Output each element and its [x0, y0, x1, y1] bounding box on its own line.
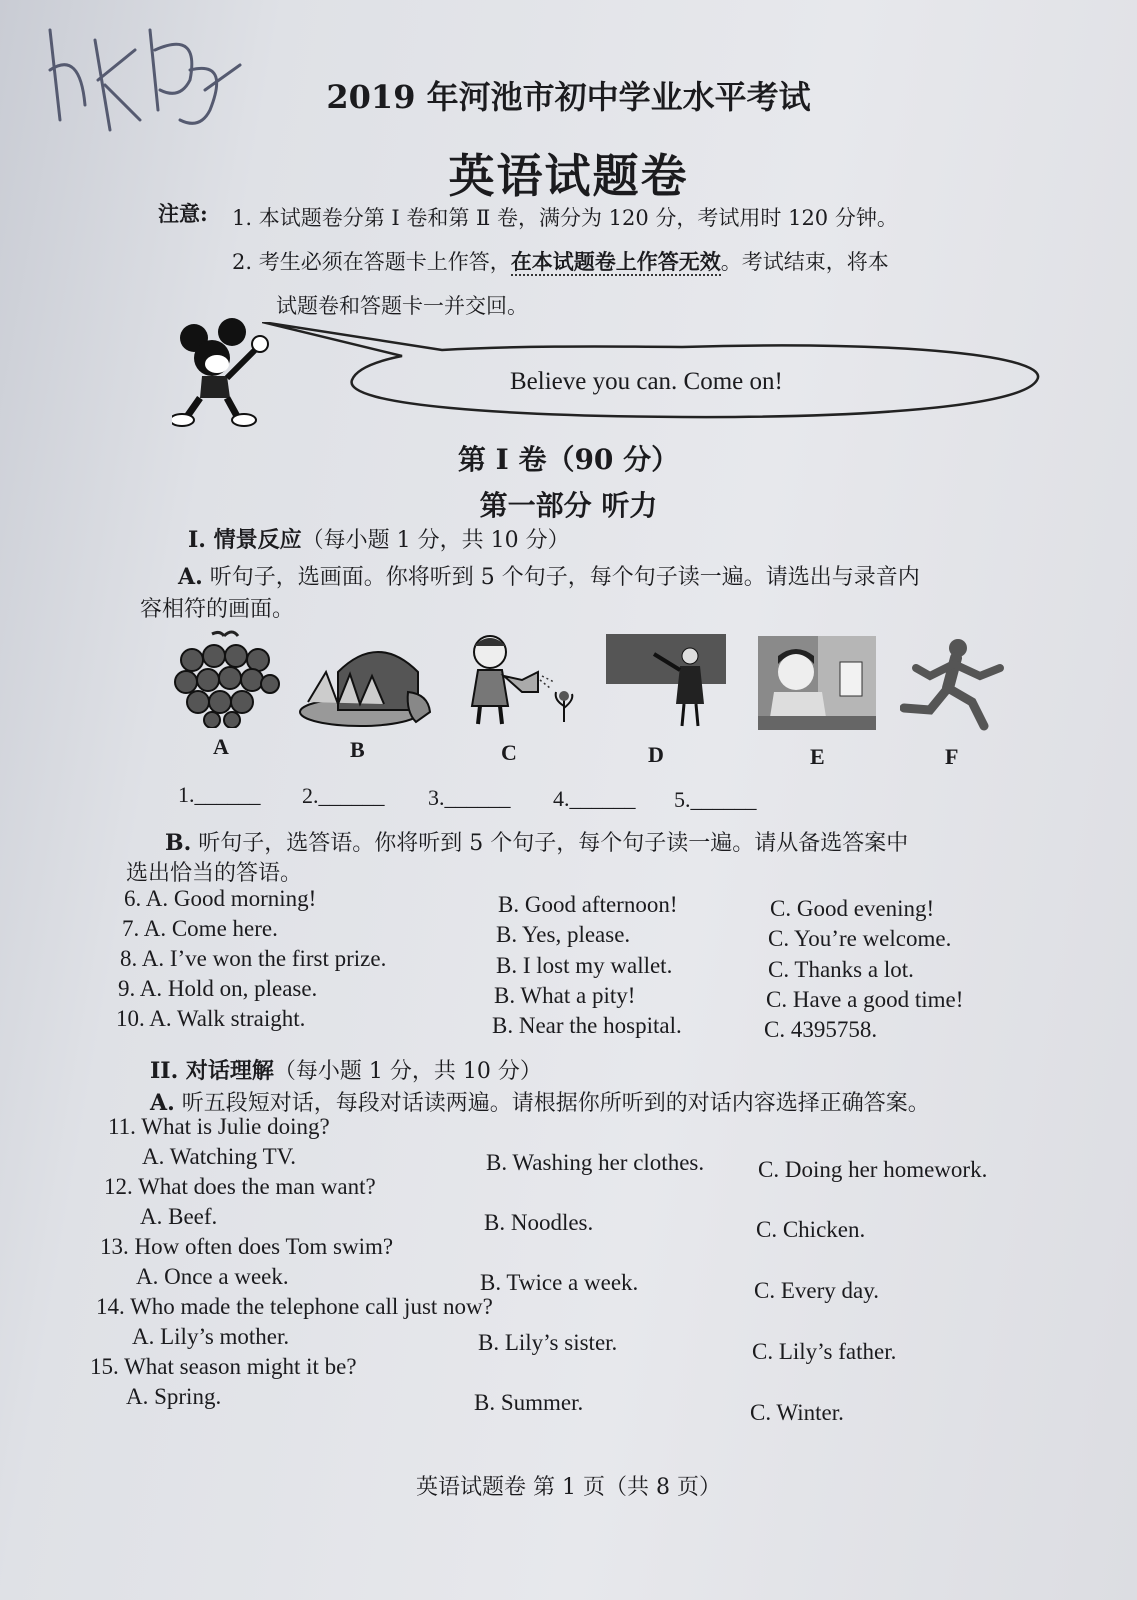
answer-blank-5: 5.______: [674, 787, 757, 812]
question-15: 15. What season might it be?: [90, 1354, 357, 1379]
question-7-option-c: C. You’re welcome.: [768, 926, 952, 951]
section-1-title: I. 情景反应: [188, 527, 302, 553]
question-14-option-b: B. Lily’s sister.: [478, 1330, 618, 1355]
question-9-option-b: B. What a pity!: [494, 983, 636, 1008]
question-12-option-a: A. Beef.: [140, 1204, 218, 1229]
slogan-text: Believe you can. Come on!: [510, 368, 783, 395]
section-1a-instruction: [178, 560, 920, 591]
picture-label-f: F: [945, 744, 959, 769]
question-13-option-c: C. Every day.: [754, 1278, 879, 1303]
question-10-option-a: 10. A. Walk straight.: [116, 1006, 306, 1031]
notice-item-2: [232, 246, 889, 276]
section-1-score: （每小题 1 分，共 10 分）: [301, 528, 570, 553]
mickey-mouse-icon: [172, 318, 272, 428]
question-8-option-c: C. Thanks a lot.: [768, 957, 914, 982]
question-6-option-a: 6. A. Good morning!: [124, 886, 317, 911]
question-9-option-a: 9. A. Hold on, please.: [118, 976, 318, 1001]
teacher-at-blackboard-icon: [606, 634, 726, 730]
question-6-option-b: B. Good afternoon!: [498, 892, 678, 917]
section-2-heading: [150, 1054, 542, 1085]
section-2a-instruction: [150, 1086, 930, 1117]
notice-item-2-cont: 试题卷和答题卡一并交回。: [276, 294, 528, 318]
watermelon-icon: [298, 632, 438, 732]
running-man-icon: [900, 636, 1010, 736]
question-10-option-c: C. 4395758.: [764, 1017, 878, 1042]
question-14: 14. Who made the telephone call just now?: [96, 1294, 493, 1319]
question-13-option-a: A. Once a week.: [136, 1264, 289, 1289]
section-1b-label: B.: [165, 830, 192, 856]
question-15-option-a: A. Spring.: [126, 1384, 222, 1409]
question-11-option-c: C. Doing her homework.: [758, 1157, 988, 1182]
question-8-option-a: 8. A. I’ve won the first prize.: [120, 946, 387, 971]
notice-label: 注意:: [158, 201, 208, 226]
question-13-option-b: B. Twice a week.: [480, 1270, 639, 1295]
question-10-option-b: B. Near the hospital.: [492, 1013, 682, 1038]
answer-blank-1: 1.______: [178, 782, 261, 807]
question-9-option-c: C. Have a good time!: [766, 987, 964, 1012]
section-1a-instruction-line1: 听句子，选画面。你将听到 5 个句子，每个句子读一遍。请选出与录音内: [209, 565, 920, 590]
answer-blank-4: 4.______: [553, 786, 636, 811]
question-14-option-c: C. Lily’s father.: [752, 1339, 897, 1364]
picture-label-a: A: [213, 734, 229, 759]
part-heading: 第一部分 听力: [479, 489, 658, 522]
notice-item-2-emphasis: 在本试题卷上作答无效: [510, 249, 721, 274]
question-12-option-b: B. Noodles.: [484, 1210, 594, 1235]
question-7-option-a: 7. A. Come here.: [122, 916, 278, 941]
section-2-title: II. 对话理解: [150, 1058, 274, 1084]
section-1-heading: [188, 523, 570, 554]
question-11-option-b: B. Washing her clothes.: [486, 1150, 705, 1175]
girl-reading-photo-icon: [758, 636, 876, 730]
notice-item-1: 1. 本试题卷分第 Ⅰ 卷和第 Ⅱ 卷，满分为 120 分，考试用时 120 分钟。: [232, 206, 898, 230]
section-1b-instruction: [165, 826, 908, 857]
question-12: 12. What does the man want?: [104, 1174, 376, 1199]
picture-label-b: B: [350, 737, 365, 762]
section-2a-label: A.: [150, 1090, 175, 1116]
section-1a-label: A.: [178, 564, 203, 590]
question-14-option-a: A. Lily’s mother.: [132, 1324, 290, 1349]
question-15-option-c: C. Winter.: [750, 1400, 844, 1425]
question-6-option-c: C. Good evening!: [770, 896, 935, 921]
question-7-option-b: B. Yes, please.: [496, 922, 631, 947]
answer-blank-2: 2.______: [302, 783, 385, 808]
notice-item-2-text-b: 。考试结束，将本: [720, 250, 889, 274]
question-11: 11. What is Julie doing?: [108, 1114, 330, 1139]
question-8-option-b: B. I lost my wallet.: [496, 953, 673, 978]
page-footer: 英语试题卷 第 1 页（共 8 页）: [416, 1475, 721, 1500]
notice-item-2-text-a: 2. 考生必须在答题卡上作答，: [232, 250, 511, 274]
exam-subtitle: 英语试题卷: [448, 149, 689, 203]
answer-blank-3: 3.______: [428, 785, 511, 810]
volume-heading: 第 Ⅰ 卷（90 分）: [457, 443, 680, 476]
section-1a-instruction-line2: 容相符的画面。: [140, 597, 295, 622]
section-2-score: （每小题 1 分，共 10 分）: [273, 1059, 542, 1084]
section-1b-instruction-line2: 选出恰当的答语。: [126, 861, 303, 886]
question-13: 13. How often does Tom swim?: [100, 1234, 394, 1259]
question-15-option-b: B. Summer.: [474, 1390, 584, 1415]
section-1b-instruction-line1: 听句子，选答语。你将听到 5 个句子，每个句子读一遍。请从备选答案中: [198, 831, 909, 856]
section-2a-instruction-text: 听五段短对话，每段对话读两遍。请根据你所听到的对话内容选择正确答案。: [181, 1091, 930, 1116]
question-12-option-c: C. Chicken.: [756, 1217, 866, 1242]
girl-watering-flowers-icon: [460, 630, 590, 730]
picture-label-c: C: [501, 740, 517, 765]
exam-title: 2019 年河池市初中学业水平考试: [326, 78, 811, 116]
grapes-icon: [172, 628, 282, 728]
picture-label-e: E: [810, 744, 825, 769]
picture-label-d: D: [648, 742, 664, 767]
question-11-option-a: A. Watching TV.: [142, 1144, 297, 1169]
